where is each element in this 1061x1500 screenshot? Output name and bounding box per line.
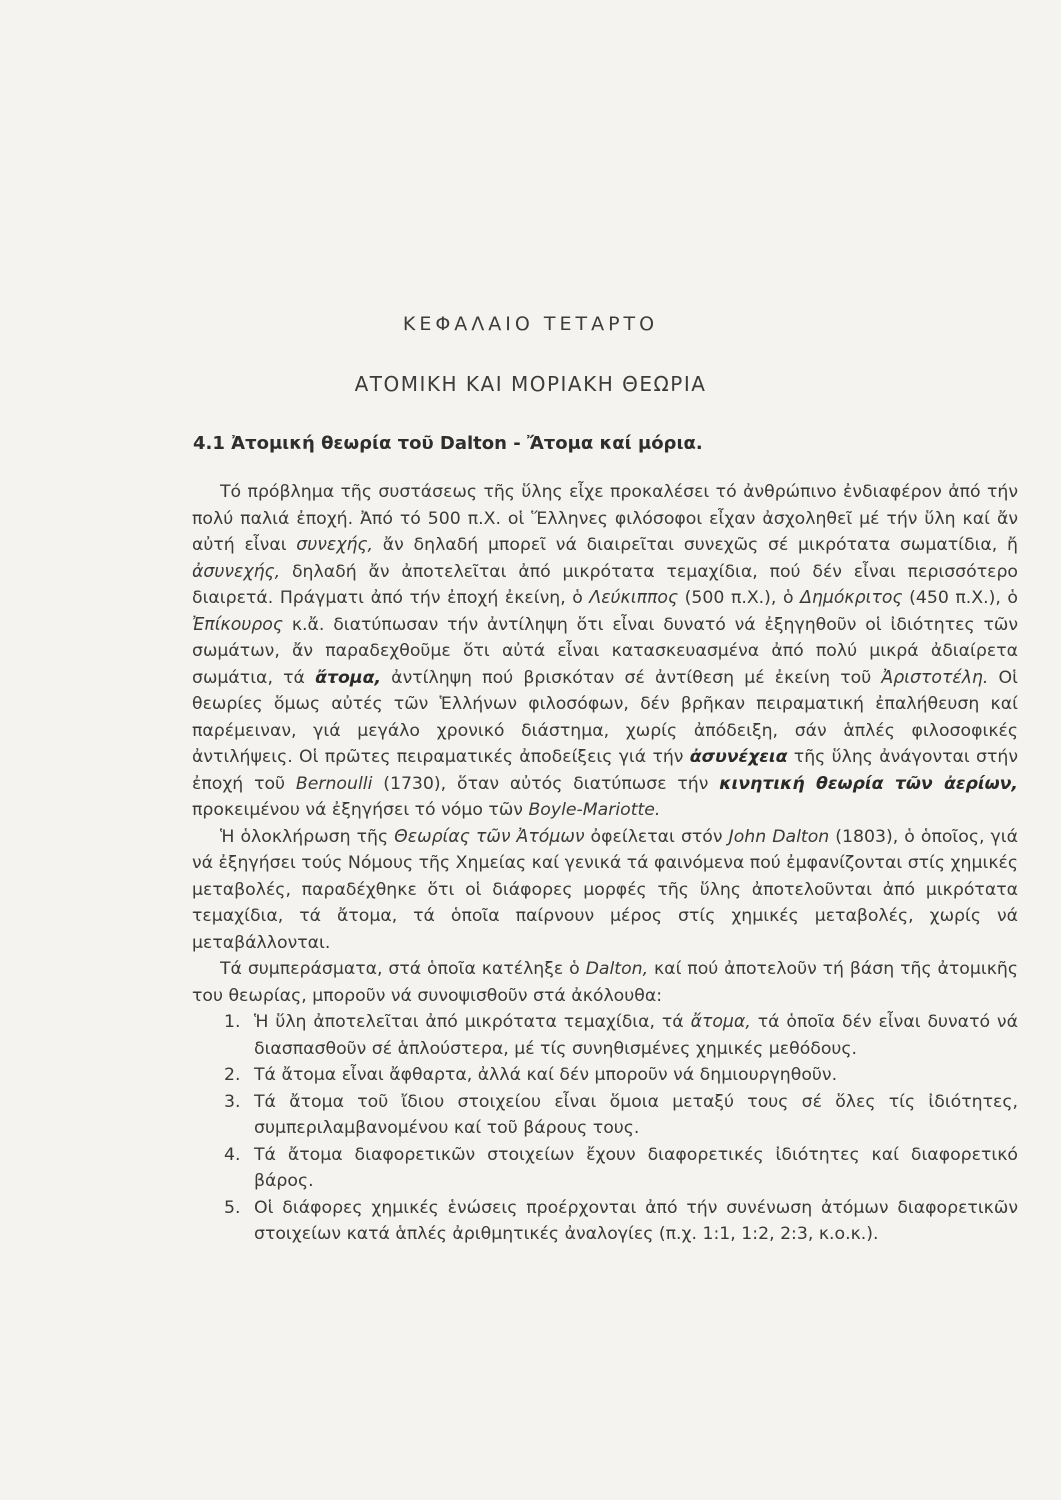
text-run: Ἡ ὁλοκλήρωση τῆς: [220, 826, 395, 847]
text-run: καί πού ἀποτελοῦν τή βάση τῆς ἀτομικῆς του θεωρίας, μποροῦν νά συνοψισθοῦν στά ἀκόλουθα:: [192, 959, 1018, 1006]
italic-name: Ἀριστοτέλη.: [881, 667, 989, 688]
italic-name: Λεύκιππος: [589, 588, 679, 608]
text-run: Τά ἄτομα εἶναι ἄφθαρτα, ἀλλά καί δέν μποροῦν νά δημιουργηθοῦν.: [254, 1065, 838, 1085]
italic-name: John Dalton: [728, 826, 830, 847]
text-run: τά ὁποῖα δέν εἶναι δυνατό νά διασπασθοῦν σέ ἁπλούστερα, μέ τίς συνηθισμένες χημικές μεθόδους.: [254, 1012, 1018, 1059]
text-run: προκειμένου νά ἐξηγήσει τό νόμο τῶν: [192, 800, 529, 820]
text-run: Τό πρόβλημα τῆς συστάσεως τῆς ὕλης εἶχε προκαλέσει τό ἀνθρώπινο ἐνδιαφέρον ἀπό τήν πολύ παλιά ἐποχή. Ἀπό τό 500 π.Χ. οἱ Ἕλληνες φιλόσοφοι εἶχαν ἀσχοληθεῖ μέ τήν ὕλη καί ἄν αὐτή εἶναι: [192, 482, 1018, 555]
conclusions-list: [192, 1009, 1018, 1248]
text-run: δηλαδή ἄν ἀποτελεῖται ἀπό μικρότατα τεμαχίδια, πού δέν εἶναι περισσότερο διαιρετά. Πράγματι ἀπό τήν ἐποχή ἐκείνη, ὁ: [192, 561, 1018, 608]
text-run: Τά συμπεράσματα, στά ὁποῖα κατέληξε ὁ: [220, 959, 586, 979]
italic-name: Δημόκριτος: [800, 588, 903, 608]
list-number: 4.: [224, 1144, 241, 1165]
text-run: (1803), ὁ ὁποῖος, γιά νά ἐξηγήσει τούς Νόμους τῆς Χημείας καί γενικά τά φαινόμενα πού ἐμφανίζονται στίς χημικές μεταβολές, παραδέχθηκε ὅτι οἱ διάφορες μορφές τῆς ὕλης ἀποτελοῦνται ἀπό μικρότατα τεμαχίδια, τά ἄτομα, τά ὁποῖα παίρνουν μέρος στίς χημικές μεταβολές, χωρίς νά μεταβάλλονται.: [192, 826, 1019, 953]
list-number: 5.: [224, 1197, 241, 1218]
text-run: Οἱ θεωρίες ὅμως αὐτές τῶν Ἑλλήνων φιλοσόφων, δέν βρῆκαν πειραματική ἐπαλήθευση καί παρέμειναν, γιά μεγάλο χρονικό διάστημα, χωρίς ἀπόδειξη, σάν ἁπλές φιλοσοφικές ἀντιλήψεις. Οἱ πρῶτες πειραματικές ἀποδείξεις γιά τήν: [192, 667, 1018, 767]
italic-name: Dalton,: [585, 959, 649, 979]
list-number: 1.: [224, 1012, 241, 1032]
paragraph-2: [192, 824, 1018, 957]
section-heading: 4.1 Ἀτομική θεωρία τοῦ Dalton - Ἄτομα καί μόρια.: [193, 433, 703, 454]
text-run: Ἡ ὕλη ἀποτελεῖται ἀπό μικρότατα τεμαχίδια, τά: [254, 1012, 691, 1032]
bold-term: ἀσυνέχεια: [689, 747, 788, 767]
italic-term: ἄτομα,: [690, 1012, 751, 1032]
italic-term: ἀσυνεχής,: [192, 561, 281, 582]
text-run: ὀφείλεται στόν: [584, 826, 729, 847]
text-run: Τά ἄτομα διαφορετικῶν στοιχείων ἔχουν διαφορετικές ἰδιότητες καί διαφορετικό βάρος.: [254, 1144, 1018, 1191]
list-number: 3.: [224, 1091, 241, 1112]
text-run: κ.ἄ. διατύπωσαν τήν ἀντίληψη ὅτι εἶναι δυνατό νά ἐξηγηθοῦν οἱ ἰδιότητες τῶν σωμάτων, ἄν παραδεχθοῦμε ὅτι αὐτά εἶναι κατασκευασμένα ἀπό πολύ μικρά ἀδιαίρετα σωμάτια, τά: [192, 614, 1018, 688]
text-run: (450 π.Χ.), ὁ: [902, 588, 1018, 608]
italic-term: συνεχής,: [296, 535, 374, 555]
text-run: ἄν δηλαδή μπορεῖ νά διαιρεῖται συνεχῶς σέ μικρότατα σωματίδια, ἤ: [373, 535, 1018, 555]
list-number: 2.: [224, 1065, 241, 1085]
paragraph-3: [192, 956, 1018, 1009]
text-run: τῆς ὕλης ἀνάγονται στήν ἐποχή τοῦ: [192, 747, 1018, 794]
body-text: [192, 479, 1018, 1248]
list-item: [192, 1062, 1018, 1089]
text-run: (500 π.Χ.), ὁ: [678, 588, 801, 608]
text-run: ἀντίληψη πού βρισκόταν σέ ἀντίθεση μέ ἐκείνη τοῦ: [381, 667, 882, 688]
list-item: [192, 1089, 1018, 1142]
paragraph-1: [192, 479, 1018, 824]
text-run: (1730), ὅταν αὐτός διατύπωσε τήν: [372, 773, 720, 794]
bold-term: ἄτομα,: [315, 667, 382, 688]
list-item: [192, 1009, 1018, 1062]
italic-name: Ἐπίκουρος: [192, 614, 283, 635]
chapter-label: ΚΕΦΑΛΑΙΟ ΤΕΤΑΡΤΟ: [402, 313, 659, 335]
italic-name: Boyle-Mariotte.: [528, 800, 661, 820]
list-item: [192, 1195, 1018, 1248]
text-run: Οἱ διάφορες χημικές ἑνώσεις προέρχονται ἀπό τήν συνένωση ἀτόμων διαφορετικῶν στοιχείων κατά ἁπλές ἀριθμητικές ἀναλογίες (π.χ. 1:1, 1:2, 2:3, κ.ο.κ.).: [254, 1197, 1018, 1244]
italic-name: Bernoulli: [295, 773, 373, 794]
bold-term: κινητική θεωρία τῶν ἀερίων,: [719, 773, 1018, 794]
chapter-title: ΑΤΟΜΙΚΗ ΚΑΙ ΜΟΡΙΑΚΗ ΘΕΩΡΙΑ: [354, 372, 707, 396]
italic-term: Θεωρίας τῶν Ἀτόμων: [394, 826, 585, 847]
list-item: [192, 1142, 1018, 1195]
text-run: Τά ἄτομα τοῦ ἴδιου στοιχείου εἶναι ὅμοια μεταξύ τους σέ ὅλες τίς ἰδιότητες, συμπεριλαμβανομένου καί τοῦ βάρους τους.: [254, 1091, 1018, 1138]
